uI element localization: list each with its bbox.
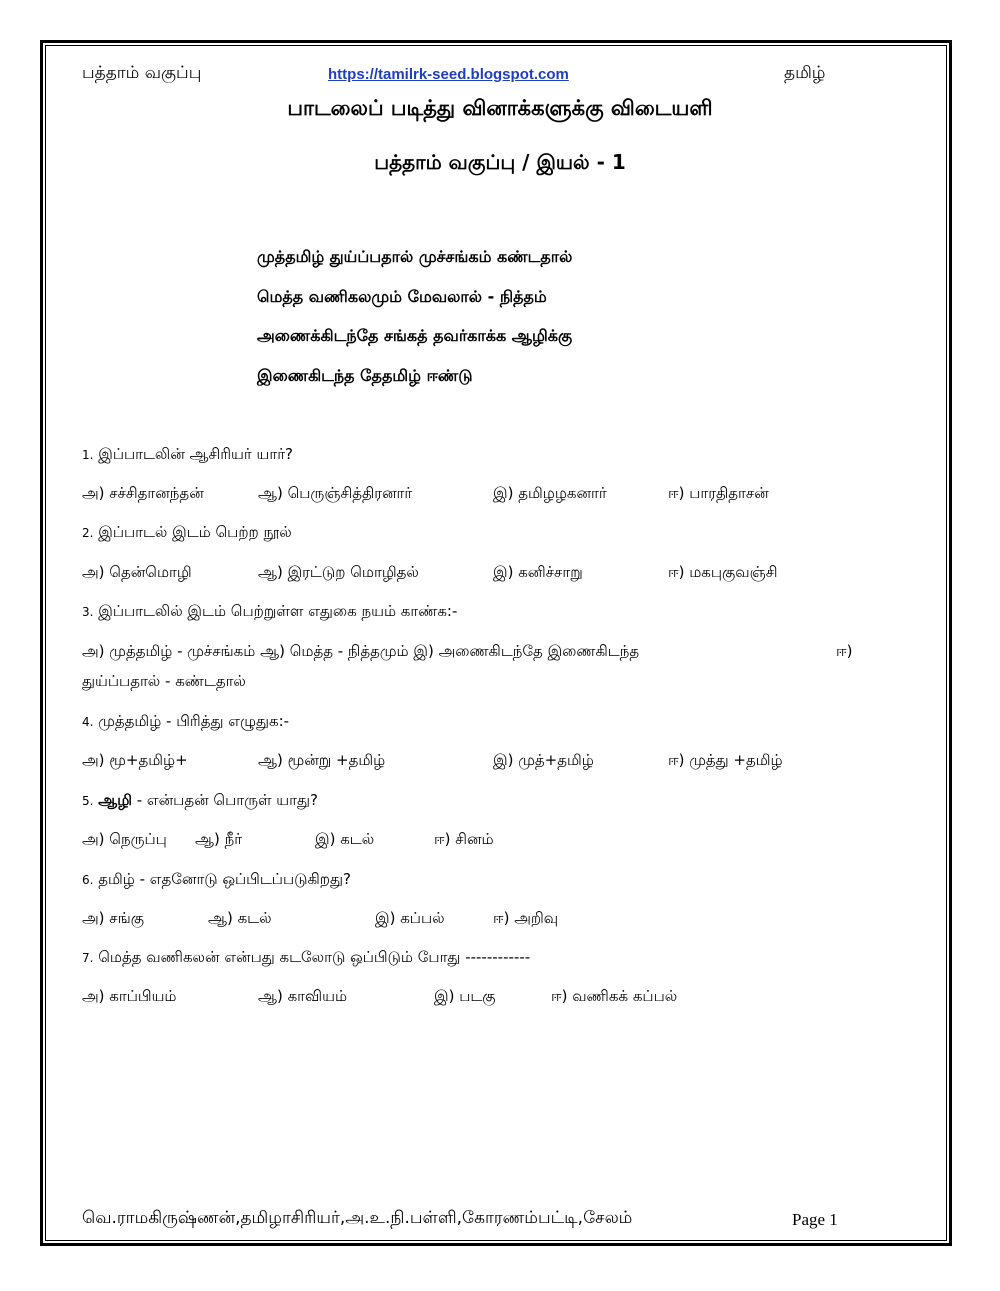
option-ii[interactable]: ஈ) மகபுகுவஞ்சி: [668, 563, 778, 581]
question-3-options-line1: [82, 642, 882, 662]
question-number: 6.: [82, 873, 94, 887]
question-number: 2.: [82, 526, 94, 540]
footer-author: வெ.ராமகிருஷ்ணன்,தமிழாசிரியர்,அ.உ.நி.பள்ளி,கோரணம்பட்டி,சேலம்: [82, 1208, 633, 1228]
page-subtitle: பத்தாம் வகுப்பு / இயல் - 1: [374, 150, 626, 174]
option-aa[interactable]: ஆ) இரட்டுற மொழிதல்: [258, 563, 419, 581]
option-a[interactable]: அ) காப்பியம்: [82, 987, 177, 1005]
question-number: 5.: [82, 794, 94, 808]
option-i[interactable]: இ) படகு: [434, 987, 496, 1005]
header-link[interactable]: https://tamilrk-seed.blogspot.com: [328, 66, 569, 83]
option-aa[interactable]: ஆ) காவியம்: [258, 987, 348, 1005]
question-4-options: [82, 751, 882, 771]
header-class: பத்தாம் வகுப்பு: [82, 63, 202, 83]
question-text: இப்பாடல் இடம் பெற்ற நூல்: [98, 523, 292, 541]
option-a[interactable]: அ) மூ+தமிழ்+: [82, 751, 188, 769]
question-5: [82, 791, 318, 811]
option-a[interactable]: அ) தென்மொழி: [82, 563, 192, 581]
option-i[interactable]: இ) கனிச்சாறு: [493, 563, 583, 581]
option-ii[interactable]: ஈ) சினம்: [434, 830, 494, 848]
question-7-options: [82, 987, 882, 1007]
question-text: - என்பதன் பொருள் யாது?: [131, 791, 318, 809]
option-ii[interactable]: ஈ) வணிகக் கப்பல்: [551, 987, 678, 1005]
poem-line-3: அணைக்கிடந்தே சங்கத் தவர்காக்க ஆழிக்கு: [257, 326, 573, 345]
option-aa[interactable]: ஆ) கடல்: [208, 909, 272, 927]
option-i[interactable]: இ) முத்+தமிழ்: [493, 751, 594, 769]
question-1: [82, 445, 293, 465]
question-5-options: [82, 830, 882, 850]
question-1-options: [82, 484, 882, 504]
question-2-options: [82, 563, 882, 583]
question-number: 7.: [82, 951, 94, 965]
question-3: [82, 602, 457, 622]
question-number: 4.: [82, 715, 94, 729]
question-text: தமிழ் - எதனோடு ஒப்பிடப்படுகிறது?: [98, 870, 351, 888]
option-i[interactable]: இ) தமிழழகனார்: [493, 484, 607, 502]
option-ii[interactable]: ஈ) பாரதிதாசன்: [668, 484, 769, 502]
options-text[interactable]: அ) முத்தமிழ் - முச்சங்கம் ஆ) மெத்த - நித்தமும் இ) அணைகிடந்தே இணைகிடந்த: [82, 642, 640, 660]
option-aa[interactable]: ஆ) மூன்று +தமிழ்: [258, 751, 386, 769]
header-subject: தமிழ்: [784, 63, 826, 83]
option-ii-marker[interactable]: ஈ): [836, 642, 853, 660]
option-aa[interactable]: ஆ) பெருஞ்சித்திரனார்: [258, 484, 413, 502]
question-3-options-line2[interactable]: துய்ப்பதால் - கண்டதால்: [82, 672, 246, 690]
question-text: இப்பாடலில் இடம் பெற்றுள்ள எதுகை நயம் காண்க:-: [98, 602, 458, 620]
option-i[interactable]: இ) கடல்: [315, 830, 375, 848]
question-text: இப்பாடலின் ஆசிரியர் யார்?: [98, 445, 293, 463]
question-7: [82, 948, 530, 968]
question-keyword: ஆழி: [98, 791, 132, 809]
option-ii[interactable]: ஈ) அறிவு: [493, 909, 559, 927]
option-a[interactable]: அ) நெருப்பு: [82, 830, 167, 848]
option-aa[interactable]: ஆ) நீர்: [195, 830, 243, 848]
question-number: 3.: [82, 605, 94, 619]
option-i[interactable]: இ) கப்பல்: [375, 909, 445, 927]
question-6-options: [82, 909, 882, 929]
option-a[interactable]: அ) சச்சிதானந்தன்: [82, 484, 204, 502]
question-text: முத்தமிழ் - பிரித்து எழுதுக:-: [98, 712, 290, 730]
page-number: Page 1: [792, 1210, 838, 1229]
question-2: [82, 523, 292, 543]
page-title: பாடலைப் படித்து வினாக்களுக்கு விடையளி: [287, 96, 713, 120]
question-number: 1.: [82, 448, 94, 462]
poem-line-2: மெத்த வணிகலமும் மேவலால் - நித்தம்: [257, 287, 547, 306]
option-ii[interactable]: ஈ) முத்து +தமிழ்: [668, 751, 783, 769]
poem-line-1: முத்தமிழ் துய்ப்பதால் முச்சங்கம் கண்டதால்: [257, 247, 573, 266]
question-4: [82, 712, 289, 732]
question-6: [82, 870, 351, 890]
poem-line-4: இணைகிடந்த தேதமிழ் ஈண்டு: [257, 366, 473, 385]
question-text: மெத்த வணிகலன் என்பது கடலோடு ஒப்பிடும் போது ------------: [98, 948, 531, 966]
option-a[interactable]: அ) சங்கு: [82, 909, 144, 927]
